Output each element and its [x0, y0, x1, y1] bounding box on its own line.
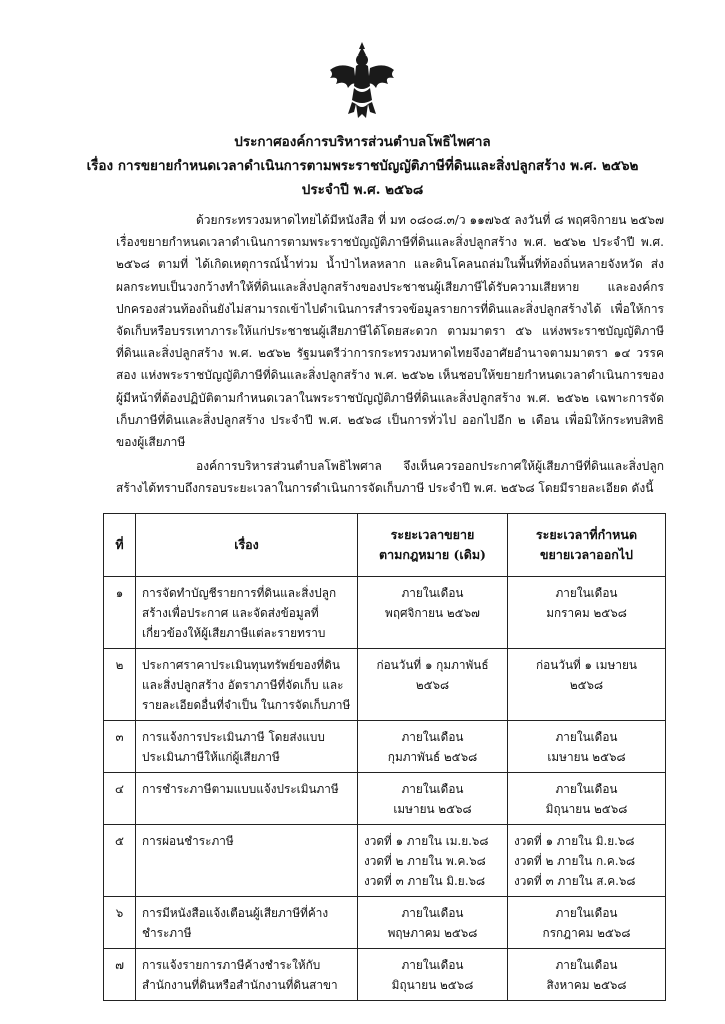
row-original-period — [358, 825, 508, 897]
extended-period-line: ก่อนวันที่ ๑ เมษายน — [536, 658, 637, 672]
extended-period-line: งวดที่ ๑ ภายใน มิ.ย.๖๘ — [514, 834, 635, 848]
row-subject: การจัดทำบัญชีรายการที่ดินและสิ่งปลูกสร้างเพื่อประกาศ และจัดส่งข้อมูลที่เกี่ยวข้องให้ผู้เสียภาษีแต่ละรายทราบ — [136, 577, 358, 649]
original-period-line: งวดที่ ๒ ภายใน พ.ค.๖๘ — [364, 854, 486, 868]
table-body — [104, 577, 666, 1001]
extended-period-line: ภายในเดือน — [555, 730, 618, 744]
row-extended-period — [508, 577, 666, 649]
row-number: ๕ — [104, 825, 136, 897]
row-number: ๔ — [104, 773, 136, 825]
row-extended-period — [508, 773, 666, 825]
row-original-period — [358, 721, 508, 773]
original-period-line: กุมภาพันธ์ ๒๕๖๘ — [387, 750, 478, 764]
row-subject: การแจ้งการประเมินภาษี โดยส่งแบบประเมินภาษีให้แก่ผู้เสียภาษี — [136, 721, 358, 773]
announcement-body — [116, 209, 664, 500]
row-original-period — [358, 773, 508, 825]
original-period-line: มิถุนายน ๒๕๖๘ — [391, 978, 474, 992]
original-period-line: ก่อนวันที่ ๑ กุมภาพันธ์ — [376, 658, 489, 672]
table-row — [104, 949, 666, 1001]
original-period-line: ภายในเดือน — [401, 730, 464, 744]
body-paragraph-2: องค์การบริหารส่วนตำบลโพธิไพศาล จึงเห็นควรออกประกาศให้ผู้เสียภาษีที่ดินและสิ่งปลูกสร้างได้ทราบถึงกรอบระยะเวลาในการดำเนินการจัดเก็บภาษี ประจำปี พ.ศ. ๒๕๖๘ โดยมีรายละเอียด ดังนี้ — [116, 459, 664, 496]
announcement-heading — [60, 130, 665, 202]
original-period-line: พฤศจิกายน ๒๕๖๗ — [385, 606, 480, 620]
row-extended-period — [508, 897, 666, 949]
header-original-period: ระยะเวลาขยาย ตามกฎหมาย (เดิม) — [358, 514, 508, 577]
original-period-line: ภายในเดือน — [401, 958, 464, 972]
extended-period-line: ภายในเดือน — [555, 906, 618, 920]
extended-period-line: ภายในเดือน — [555, 782, 618, 796]
schedule-table — [103, 513, 666, 1001]
garuda-emblem-icon — [326, 40, 398, 122]
extended-period-line: งวดที่ ๓ ภายใน ส.ค.๖๘ — [514, 874, 636, 888]
table-row — [104, 825, 666, 897]
table-row — [104, 649, 666, 721]
org-title: ประกาศองค์การบริหารส่วนตำบลโพธิไพศาล — [234, 134, 491, 150]
original-period-line: งวดที่ ๑ ภายใน เม.ย.๖๘ — [364, 834, 489, 848]
row-extended-period — [508, 949, 666, 1001]
row-number: ๖ — [104, 897, 136, 949]
extended-period-line: กรกฎาคม ๒๕๖๘ — [542, 926, 631, 940]
row-number: ๑ — [104, 577, 136, 649]
table-row — [104, 897, 666, 949]
original-period-line: พฤษภาคม ๒๕๖๘ — [387, 926, 478, 940]
row-subject: การผ่อนชำระภาษี — [136, 825, 358, 897]
extended-period-line: ภายในเดือน — [555, 586, 618, 600]
row-original-period — [358, 897, 508, 949]
header-extended-period: ระยะเวลาที่กำหนด ขยายเวลาออกไป — [508, 514, 666, 577]
original-period-line: งวดที่ ๓ ภายใน มิ.ย.๖๘ — [364, 874, 486, 888]
row-subject: การแจ้งรายการภาษีค้างชำระให้กับสำนักงานที่ดินหรือสำนักงานที่ดินสาขา — [136, 949, 358, 1001]
row-original-period — [358, 949, 508, 1001]
row-original-period — [358, 577, 508, 649]
extended-period-line: เมษายน ๒๕๖๘ — [547, 750, 626, 764]
row-subject: การชำระภาษีตามแบบแจ้งประเมินภาษี — [136, 773, 358, 825]
table-row — [104, 577, 666, 649]
row-extended-period — [508, 825, 666, 897]
row-extended-period — [508, 649, 666, 721]
row-number: ๓ — [104, 721, 136, 773]
extended-period-line: ภายในเดือน — [555, 958, 618, 972]
subject-title: เรื่อง การขยายกำหนดเวลาดำเนินการตามพระราชบัญญัติภาษีที่ดินและสิ่งปลูกสร้าง พ.ศ. ๒๕๖๒ — [86, 158, 639, 174]
table-row — [104, 773, 666, 825]
row-number: ๒ — [104, 649, 136, 721]
row-subject: ประกาศราคาประเมินทุนทรัพย์ของที่ดินและสิ่งปลูกสร้าง อัตราภาษีที่จัดเก็บ และรายละเอียดอื่นที่จำเป็น ในการจัดเก็บภาษี — [136, 649, 358, 721]
original-period-line: ภายในเดือน — [401, 782, 464, 796]
extended-period-line: มิถุนายน ๒๕๖๘ — [545, 802, 628, 816]
table-row — [104, 721, 666, 773]
extended-period-line: งวดที่ ๒ ภายใน ก.ค.๖๘ — [514, 854, 636, 868]
year-title: ประจำปี พ.ศ. ๒๕๖๘ — [301, 182, 424, 198]
extended-period-line: สิงหาคม ๒๕๖๘ — [546, 978, 627, 992]
row-extended-period — [508, 721, 666, 773]
original-period-line: ๒๕๖๘ — [415, 678, 450, 692]
row-subject: การมีหนังสือแจ้งเตือนผู้เสียภาษีที่ค้างชำระภาษี — [136, 897, 358, 949]
header-subject: เรื่อง — [136, 514, 358, 577]
extended-period-line: ๒๕๖๘ — [569, 678, 604, 692]
original-period-line: เมษายน ๒๕๖๘ — [393, 802, 472, 816]
row-original-period — [358, 649, 508, 721]
original-period-line: ภายในเดือน — [401, 906, 464, 920]
header-no: ที่ — [104, 514, 136, 577]
row-number: ๗ — [104, 949, 136, 1001]
table-header-row — [104, 514, 666, 577]
original-period-line: ภายในเดือน — [401, 586, 464, 600]
extended-period-line: มกราคม ๒๕๖๘ — [546, 606, 627, 620]
body-paragraph-1: ด้วยกระทรวงมหาดไทยได้มีหนังสือ ที่ มท ๐๘๐๘.๓/ว ๑๑๗๖๕ ลงวันที่ ๘ พฤศจิกายน ๒๕๖๗ เรื่องขยายกำหนดเวลาดำเนินการตามพระราชบัญญัติภาษีที่ดินและสิ่งปลูกสร้าง พ.ศ. ๒๕๖๒ ประจำปี พ.ศ. ๒๕๖๘ ตามที่ ได้เกิดเหตุการณ์น้ำท่วม น้ำป่าไหลหลาก และดินโคลนถล่มในพื้นที่ท้องถิ่นหลายจังหวัด ส่งผลกระทบเป็นวงกว้างทำให้ที่ดินและสิ่งปลูกสร้างของประชาชนผู้เสียภาษีได้รับความเสียหาย และองค์กรปกครองส่วนท้องถิ่นยังไม่สามารถเข้าไปดำเนินการสำรวจข้อมูลรายการที่ดินและสิ่งปลูกสร้างได้ เพื่อให้การจัดเก็บหรือบรรเทาภาระให้แก่ประชาชนผู้เสียภาษีได้โดยสะดวก ตามมาตรา ๕๖ แห่งพระราชบัญญัติภาษีที่ดินและสิ่งปลูกสร้าง พ.ศ. ๒๕๖๒ รัฐมนตรีว่าการกระทรวงมหาดไทยจึงอาศัยอำนาจตามมาตรา ๑๔ วรรคสอง แห่งพระราชบัญญัติภาษีที่ดินและสิ่งปลูกสร้าง พ.ศ. ๒๕๖๒ เห็นชอบให้ขยายกำหนดเวลาดำเนินการของผู้มีหน้าที่ต้องปฏิบัติตามกำหนดเวลาในพระราชบัญญัติภาษีที่ดินและสิ่งปลูกสร้าง พ.ศ. ๒๕๖๒ เฉพาะการจัดเก็บภาษีที่ดินและสิ่งปลูกสร้าง ประจำปี พ.ศ. ๒๕๖๘ เป็นการทั่วไป ออกไปอีก ๒ เดือน เพื่อมิให้กระทบสิทธิของผู้เสียภาษี — [116, 213, 664, 450]
